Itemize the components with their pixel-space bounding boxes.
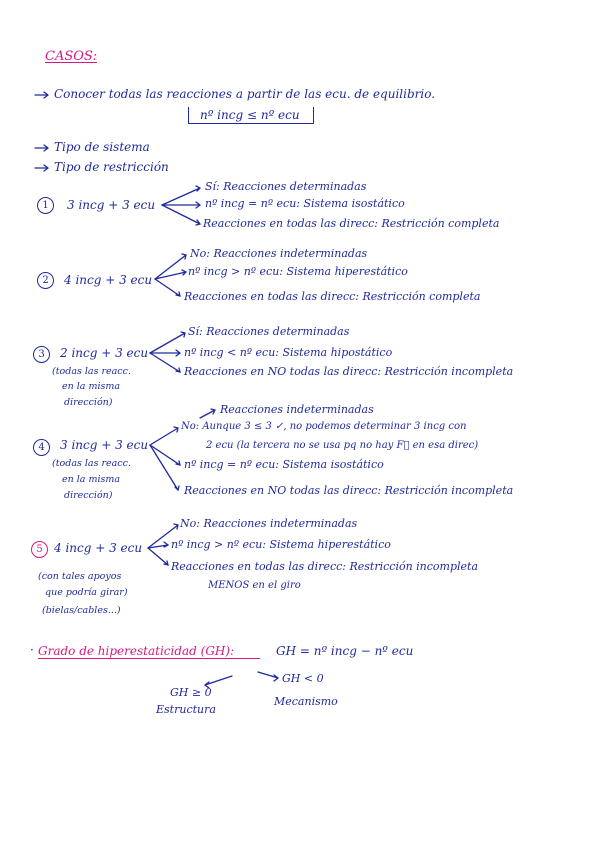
case-3-note-3: dirección) [64,397,113,408]
case-1-number: 1 [37,197,54,214]
case-4-branch-2: No: Aunque 3 ≤ 3 ✓, no podemos determinar 3 incg con [181,421,467,432]
case-1-branch-2: nº incg = nº ecu: Sistema isostático [205,197,405,210]
casos-heading: CASOS: [45,49,98,64]
case-2-branch-3: Reacciones en todas las direcc: Restricción completa [184,290,481,303]
case-5-note-3: (bielas/cables...) [42,605,121,616]
case-5-branch-4: MENOS en el giro [208,580,301,591]
case-4-branch-4: nº incg = nº ecu: Sistema isostático [184,458,384,471]
grado-label: Grado de hiperestaticidad (GH): [38,644,235,658]
case-5-number: 5 [31,541,48,558]
case-3-branch-3: Reacciones en NO todas las direcc: Restricción incompleta [184,365,514,378]
case-4-branch-5: Reacciones en NO todas las direcc: Restricción incompleta [184,484,514,497]
grado-bullet: · [30,643,34,657]
intro-line: Conocer todas las reacciones a partir de las ecu. de equilibrio. [54,87,436,101]
case-5-note-2: que podría girar) [45,587,128,598]
case-4-number: 4 [33,439,50,456]
case-3-number: 3 [33,346,50,363]
case-3-branch-1: Sí: Reacciones determinadas [188,325,350,338]
case-2-branch-1: No: Reacciones indeterminadas [190,247,368,260]
grado-underline [38,658,260,659]
tipo-sistema: Tipo de sistema [54,140,150,154]
case-5-branch-1: No: Reacciones indeterminadas [180,517,358,530]
case-4-branch-1: Reacciones indeterminadas [220,403,374,416]
case-3-note-2: en la misma [62,381,121,392]
case-3-branch-2: nº incg < nº ecu: Sistema hipostático [184,346,393,359]
case-5-branch-2: nº incg > nº ecu: Sistema hiperestático [171,538,391,551]
case-2-number: 2 [37,272,54,289]
case-3-note-1: (todas las reacc. [52,366,131,377]
casos-underline [45,62,97,63]
gh-right-label: Mecanismo [274,695,338,708]
case-3-expr: 2 incg + 3 ecu [60,346,149,360]
case-5-note-1: (con tales apoyos [38,571,122,582]
gh-left-label: Estructura [156,703,216,716]
case-1-branch-1: Sí: Reacciones determinadas [205,180,367,193]
case-4-note-1: (todas las reacc. [52,458,131,469]
case-2-branch-2: nº incg > nº ecu: Sistema hiperestático [188,265,408,278]
case-4-branch-3: 2 ecu (la tercera no se usa pq no hay F⃗ en esa direc) [206,440,479,451]
case-2-expr: 4 incg + 3 ecu [64,273,153,287]
gh-left-condition: GH ≥ 0 [170,686,212,699]
grado-formula: GH = nº incg − nº ecu [276,644,414,658]
case-1-branch-3: Reacciones en todas las direcc: Restricción completa [203,217,500,230]
case-5-expr: 4 incg + 3 ecu [54,541,143,555]
gh-right-condition: GH < 0 [282,672,324,685]
case-5-branch-3: Reacciones en todas las direcc: Restricción incompleta [171,560,479,573]
case-4-note-3: dirección) [64,490,113,501]
tipo-restriccion: Tipo de restricción [54,160,169,174]
case-1-expr: 3 incg + 3 ecu [67,198,156,212]
case-4-note-2: en la misma [62,474,121,485]
case-4-expr: 3 incg + 3 ecu [60,438,149,452]
condition-formula: nº incg ≤ nº ecu [200,108,300,122]
